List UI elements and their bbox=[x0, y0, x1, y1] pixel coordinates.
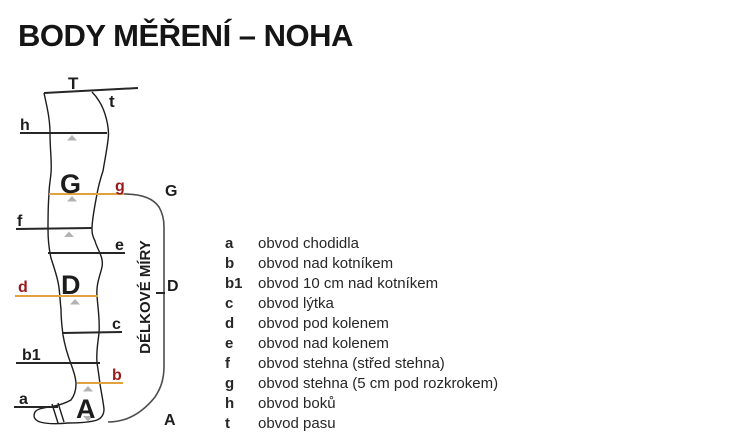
legend-label: obvod lýtka bbox=[258, 294, 334, 312]
legend-label: obvod stehna (střed stehna) bbox=[258, 354, 445, 372]
legend-row-c bbox=[225, 293, 545, 313]
legend-key: b bbox=[225, 254, 235, 272]
legend-row-d bbox=[225, 313, 545, 333]
label-G: G bbox=[60, 169, 82, 199]
label-f: f bbox=[17, 213, 23, 230]
label-h: h bbox=[20, 117, 30, 134]
legend-row-e bbox=[225, 333, 545, 353]
legend-label: obvod pasu bbox=[258, 414, 336, 432]
legend-key: d bbox=[225, 314, 235, 332]
legend-row-a bbox=[225, 233, 545, 253]
legend-label: obvod pod kolenem bbox=[258, 314, 389, 332]
length-bracket bbox=[108, 194, 164, 422]
leg-outline bbox=[34, 92, 108, 424]
legend-key: t bbox=[225, 414, 230, 432]
label-c: c bbox=[112, 316, 121, 333]
legend-row-b1 bbox=[225, 273, 545, 293]
measure-line-f bbox=[16, 228, 92, 229]
legend-row-t bbox=[225, 413, 545, 433]
up-arrow-marker-b bbox=[83, 386, 93, 392]
legend-label: obvod nad kotníkem bbox=[258, 254, 394, 272]
legend-label: obvod 10 cm nad kotníkem bbox=[258, 274, 439, 292]
label-a: a bbox=[19, 391, 28, 408]
bracket-label-D: D bbox=[167, 278, 179, 295]
measure-line-T bbox=[44, 88, 138, 93]
label-g: g bbox=[115, 178, 125, 195]
legend-key: f bbox=[225, 354, 230, 372]
legend-key: g bbox=[225, 374, 235, 392]
bracket-label-G: G bbox=[165, 183, 178, 200]
label-d: d bbox=[18, 279, 28, 296]
label-e: e bbox=[115, 237, 124, 254]
legend-row-g bbox=[225, 373, 545, 393]
page-title: BODY MĚŘENÍ – NOHA bbox=[18, 18, 353, 53]
legend-key: h bbox=[225, 394, 235, 412]
up-arrow-marker-h bbox=[67, 135, 77, 141]
legend-key: c bbox=[225, 294, 234, 312]
up-arrow-marker-f bbox=[64, 232, 74, 238]
label-t: t bbox=[109, 92, 115, 111]
bracket-vertical-title: DÉLKOVÉ MÍRY bbox=[137, 240, 154, 354]
label-D: D bbox=[61, 270, 81, 300]
legend-key: a bbox=[225, 234, 234, 252]
legend-label: obvod nad kolenem bbox=[258, 334, 389, 352]
legend-row-f bbox=[225, 353, 545, 373]
label-T: T bbox=[68, 74, 79, 93]
legend-row-h bbox=[225, 393, 545, 413]
legend-label: obvod boků bbox=[258, 394, 336, 412]
legend-row-b bbox=[225, 253, 545, 273]
label-b: b bbox=[112, 367, 122, 384]
legend-label: obvod chodidla bbox=[258, 234, 359, 252]
bracket-label-A: A bbox=[164, 412, 176, 429]
label-A: A bbox=[76, 394, 96, 424]
label-b1: b1 bbox=[22, 347, 41, 364]
legend-key: e bbox=[225, 334, 234, 352]
legend-label: obvod stehna (5 cm pod rozkrokem) bbox=[258, 374, 499, 392]
legend-key: b1 bbox=[225, 274, 243, 292]
legend bbox=[225, 233, 545, 433]
